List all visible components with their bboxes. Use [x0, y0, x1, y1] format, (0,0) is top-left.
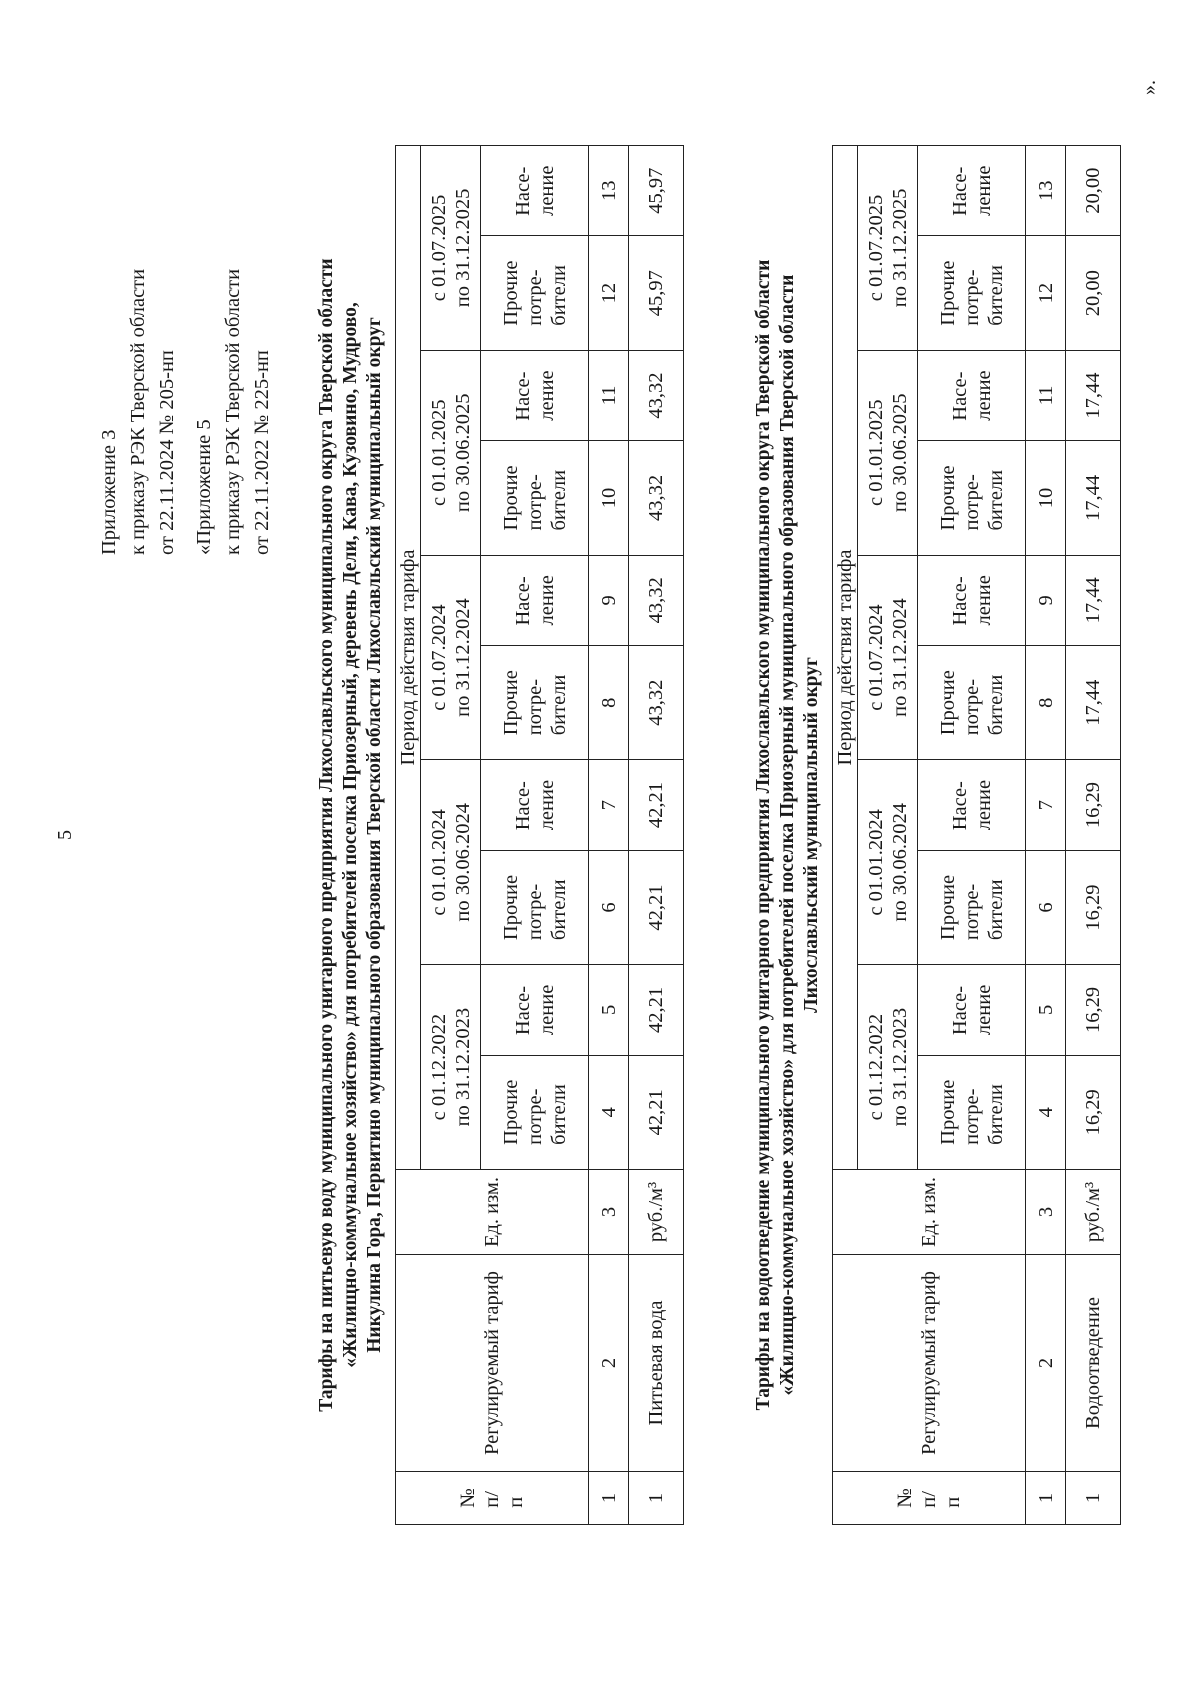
- column-index: 13: [589, 146, 629, 236]
- page-number: 5: [54, 830, 76, 840]
- tariff-value: 16,29: [1066, 1055, 1121, 1169]
- column-index: 12: [1026, 236, 1066, 350]
- period-from: с 01.07.2024: [427, 604, 450, 711]
- header-population: Насе- ление: [481, 555, 589, 645]
- appendix-line: от 22.11.2024 № 205-нп: [156, 350, 178, 555]
- title-line: «Жилищно-коммунальное хозяйство» для потребителей поселка Приозерный, деревень Дели, Кава, Кузовино, Мудрово,: [340, 302, 361, 1368]
- header-num-line: п: [505, 1496, 527, 1508]
- column-index-row: [589, 146, 629, 1525]
- tariff-value: 43,32: [629, 645, 684, 759]
- column-index: 4: [1026, 1055, 1066, 1169]
- table-row: [1066, 146, 1121, 1525]
- tariff-value: 20,00: [1066, 146, 1121, 236]
- column-index: 2: [1026, 1255, 1066, 1472]
- column-index: 3: [589, 1170, 629, 1255]
- header-period-1: [858, 965, 918, 1170]
- sewer-tariff-table: [832, 145, 1121, 1525]
- header-other-consumers: Прочие потре- бители: [481, 1055, 589, 1169]
- tariff-value: 43,32: [629, 350, 684, 440]
- title-line: «Жилищно-коммунальное хозяйство» для потребителей поселка Приозерный муниципального образования Тверской области: [777, 274, 798, 1396]
- header-period-3: [858, 555, 918, 760]
- appendix-line: к приказу РЭК Тверской области: [127, 268, 149, 555]
- tariff-value: 45,97: [629, 236, 684, 350]
- water-table-title: [315, 115, 387, 1555]
- period-from: с 01.12.2022: [864, 1013, 887, 1121]
- appendix-line: к приказу РЭК Тверской области: [222, 268, 244, 555]
- row-tariff-name: Водоотведение: [1066, 1255, 1121, 1472]
- column-index: 10: [1026, 441, 1066, 555]
- tariff-value: 16,29: [1066, 850, 1121, 964]
- period-from: с 01.07.2025: [864, 194, 887, 302]
- header-unit: Ед. изм.: [396, 1170, 589, 1255]
- header-period-1: [421, 965, 481, 1170]
- header-period-5: [858, 146, 918, 351]
- tariff-value: 42,21: [629, 965, 684, 1055]
- column-index: 12: [589, 236, 629, 350]
- period-from: с 01.01.2025: [864, 399, 887, 507]
- header-num-line: п: [942, 1496, 964, 1508]
- tariff-value: 16,29: [1066, 965, 1121, 1055]
- header-tariff: Регулируемый тариф: [396, 1255, 589, 1472]
- appendix-old-reference: [190, 269, 277, 555]
- header-period-2: [858, 760, 918, 965]
- header-other-consumers: Прочие потре- бители: [481, 441, 589, 555]
- water-tariff-table: [395, 145, 684, 1525]
- title-line: Тарифы на водоотведение муниципального унитарного предприятия Лихославльского муниципального округа Тверской области: [753, 259, 774, 1411]
- period-to: по 30.06.2025: [888, 393, 911, 513]
- column-index: 5: [589, 965, 629, 1055]
- column-index: 8: [1026, 645, 1066, 759]
- header-other-consumers: Прочие потре- бители: [481, 850, 589, 964]
- column-index: 13: [1026, 146, 1066, 236]
- period-to: по 31.12.2024: [451, 598, 474, 717]
- header-num-line: п/: [918, 1491, 940, 1508]
- tariff-value: 43,32: [629, 555, 684, 645]
- period-to: по 31.12.2024: [888, 598, 911, 717]
- header-period-3: [421, 555, 481, 760]
- period-to: по 31.12.2025: [451, 188, 474, 308]
- header-other-consumers: Прочие потре- бители: [481, 645, 589, 759]
- column-index: 1: [1026, 1472, 1066, 1525]
- header-other-consumers: Прочие потре- бители: [918, 1055, 1026, 1169]
- period-from: с 01.07.2025: [427, 194, 450, 302]
- tariff-value: 16,29: [1066, 760, 1121, 850]
- period-from: с 01.01.2024: [427, 809, 450, 916]
- header-period-4: [421, 350, 481, 555]
- tariff-value: 17,44: [1066, 645, 1121, 759]
- header-period-2: [421, 760, 481, 965]
- header-population: Насе- ление: [481, 146, 589, 236]
- title-line: Лихославльский муниципальный округ: [801, 657, 822, 1013]
- tariff-value: 45,97: [629, 146, 684, 236]
- tariff-value: 17,44: [1066, 441, 1121, 555]
- column-index: 8: [589, 645, 629, 759]
- header-num-line: №: [457, 1488, 479, 1508]
- header-population: Насе- ление: [918, 350, 1026, 440]
- column-index: 9: [1026, 555, 1066, 645]
- tariff-value: 17,44: [1066, 350, 1121, 440]
- row-tariff-name: Питьевая вода: [629, 1255, 684, 1472]
- row-num: 1: [1066, 1472, 1121, 1525]
- period-from: с 01.01.2025: [427, 399, 450, 507]
- header-population: Насе- ление: [918, 555, 1026, 645]
- row-num: 1: [629, 1472, 684, 1525]
- column-index: 5: [1026, 965, 1066, 1055]
- title-line: Никулина Гора, Первитино муниципального образования Тверской области Лихославльский муниципальный округ: [364, 317, 385, 1353]
- header-population: Насе- ление: [481, 965, 589, 1055]
- header-population: Насе- ление: [918, 760, 1026, 850]
- header-num: [396, 1472, 589, 1525]
- header-period-4: [858, 350, 918, 555]
- header-population: Насе- ление: [481, 760, 589, 850]
- appendix-line: «Приложение 5: [193, 419, 215, 555]
- period-to: по 30.06.2025: [451, 393, 474, 513]
- row-unit: руб./м³: [1066, 1170, 1121, 1255]
- period-from: с 01.07.2024: [864, 604, 887, 711]
- period-to: по 31.12.2025: [888, 188, 911, 308]
- header-other-consumers: Прочие потре- бители: [918, 236, 1026, 350]
- column-index: 1: [589, 1472, 629, 1525]
- tariff-value: 42,21: [629, 850, 684, 964]
- header-other-consumers: Прочие потре- бители: [918, 850, 1026, 964]
- header-other-consumers: Прочие потре- бители: [918, 645, 1026, 759]
- tariff-value: 17,44: [1066, 555, 1121, 645]
- header-num: [833, 1472, 1026, 1525]
- column-index: 11: [589, 350, 629, 440]
- tariff-value: 20,00: [1066, 236, 1121, 350]
- header-period: Период действия тарифа: [396, 146, 421, 1170]
- header-other-consumers: Прочие потре- бители: [918, 441, 1026, 555]
- header-other-consumers: Прочие потре- бители: [481, 236, 589, 350]
- column-index: 3: [1026, 1170, 1066, 1255]
- tariff-value: 43,32: [629, 441, 684, 555]
- column-index: 10: [589, 441, 629, 555]
- header-period: Период действия тарифа: [833, 146, 858, 1170]
- column-index: 9: [589, 555, 629, 645]
- period-from: с 01.12.2022: [427, 1013, 450, 1121]
- column-index: 6: [589, 850, 629, 964]
- column-index: 11: [1026, 350, 1066, 440]
- tariff-value: 42,21: [629, 1055, 684, 1169]
- row-unit: руб./м³: [629, 1170, 684, 1255]
- header-population: Насе- ление: [481, 350, 589, 440]
- column-index: 2: [589, 1255, 629, 1472]
- header-period-5: [421, 146, 481, 351]
- header-num-line: п/: [481, 1491, 503, 1508]
- header-population: Насе- ление: [918, 146, 1026, 236]
- period-to: по 30.06.2024: [451, 803, 474, 922]
- table-row: [629, 146, 684, 1525]
- period-to: по 31.12.2023: [888, 1007, 911, 1127]
- header-tariff: Регулируемый тариф: [833, 1255, 1026, 1472]
- header-population: Насе- ление: [918, 965, 1026, 1055]
- sewer-table-title: [752, 115, 824, 1555]
- header-num-line: №: [894, 1488, 916, 1508]
- column-index: 4: [589, 1055, 629, 1169]
- period-to: по 31.12.2023: [451, 1007, 474, 1127]
- closing-quote: ».: [1138, 80, 1160, 95]
- appendix-reference: [95, 269, 182, 555]
- period-from: с 01.01.2024: [864, 809, 887, 916]
- tariff-value: 42,21: [629, 760, 684, 850]
- column-index: 6: [1026, 850, 1066, 964]
- period-to: по 30.06.2024: [888, 803, 911, 922]
- column-index: 7: [589, 760, 629, 850]
- column-index: 7: [1026, 760, 1066, 850]
- column-index-row: [1026, 146, 1066, 1525]
- header-unit: Ед. изм.: [833, 1170, 1026, 1255]
- title-line: Тарифы на питьевую воду муниципального унитарного предприятия Лихославльского муниципального округа Тверской области: [316, 258, 337, 1412]
- appendix-line: Приложение 3: [98, 429, 120, 555]
- appendix-line: от 22.11.2022 № 225-нп: [251, 350, 273, 555]
